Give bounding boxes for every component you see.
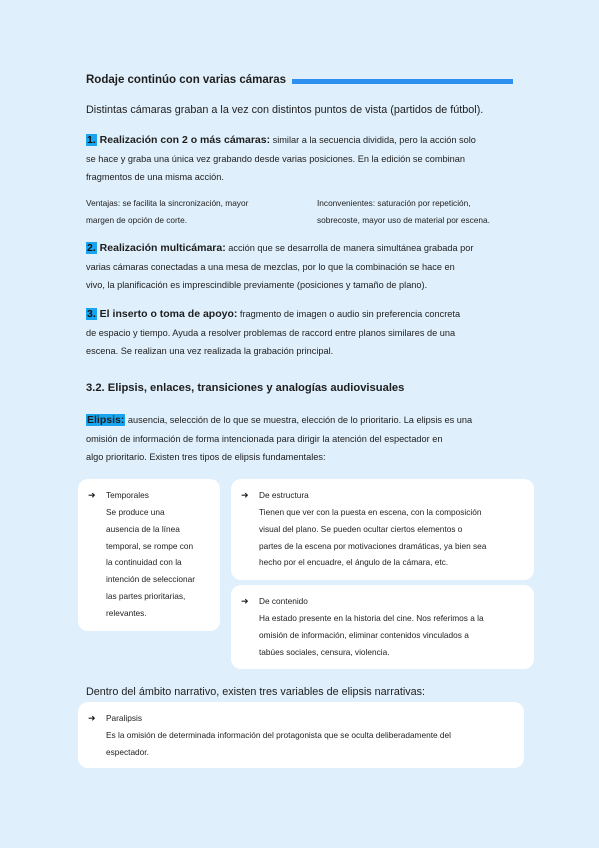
- item-2-number: 2.: [87, 242, 96, 254]
- card-line: partes de la escena por motivaciones dramáticas, ya bien sea: [259, 540, 487, 551]
- item-3-paragraph: [86, 305, 513, 361]
- card-line: Ha estado presente en la historia del cine. Nos referimos a la: [259, 613, 484, 623]
- card-line: tabúes sociales, censura, violencia.: [259, 646, 390, 657]
- card-line: intención de seleccionar: [106, 574, 196, 585]
- item-3-line2: de espacio y tiempo. Ayuda a resolver problemas de raccord entre planos similares de una: [86, 327, 456, 338]
- item-1-line2: se hace y graba una única vez grabando desde varias posiciones. En la edición se combinan: [86, 153, 465, 164]
- card-paralipsis-body: [106, 727, 451, 761]
- section-heading: Rodaje continúo con varias cámaras: [86, 74, 287, 86]
- item-1-title: Realización con 2 o más cámaras:: [96, 134, 271, 146]
- section-2-heading: 3.2. Elipsis, enlaces, transiciones y analogías audiovisuales: [86, 382, 405, 394]
- card-temporales: [78, 479, 220, 631]
- card-paralipsis-title: Paralipsis: [106, 713, 142, 723]
- arrow-icon: ➜: [241, 596, 249, 606]
- card-line: omisión de información, eliminar contenidos vinculados a: [259, 629, 469, 640]
- card-contenido-title: De contenido: [259, 596, 308, 606]
- elipsis-line3: algo prioritario. Existen tres tipos de elipsis fundamentales:: [86, 452, 326, 463]
- item-2-line1: acción que se desarrolla de manera simultánea grabada por: [225, 243, 474, 253]
- card-line: temporal, se rompe con: [106, 540, 194, 551]
- card-line: Se produce una: [106, 507, 165, 517]
- card-line: visual del plano. Se pueden ocultar ciertos elementos o: [259, 523, 463, 534]
- cons-line2: sobrecoste, mayor uso de material por escena.: [317, 214, 490, 225]
- item-1-line1: similar a la secuencia dividida, pero la acción solo: [270, 135, 476, 145]
- item-1-paragraph: [86, 131, 513, 187]
- arrow-icon: ➜: [241, 490, 249, 500]
- card-line: espectador.: [106, 746, 149, 757]
- heading-accent-bar: [292, 79, 513, 84]
- cons-text: [317, 195, 490, 228]
- card-line: hecho por el encuadre, el ángulo de la cámara, etc.: [259, 557, 449, 568]
- card-contenido: [231, 585, 534, 669]
- card-estructura-title: De estructura: [259, 490, 309, 500]
- item-3-title: El inserto o toma de apoyo:: [96, 308, 238, 320]
- card-line: Es la omisión de determinada información del protagonista que se oculta deliberadamente del: [106, 730, 451, 740]
- cons-line1: Inconvenientes: saturación por repetición,: [317, 198, 471, 208]
- card-estructura: [231, 479, 534, 580]
- arrow-icon: ➜: [88, 490, 96, 500]
- item-3-line1: fragmento de imagen o audio sin preferencia concreta: [237, 309, 461, 319]
- item-2-line2: varias cámaras conectadas a una mesa de mezclas, por lo que la combinación se hace en: [86, 261, 455, 272]
- card-line: la continuidad con la: [106, 557, 182, 568]
- item-2-title: Realización multicámara:: [96, 242, 226, 254]
- elipsis-paragraph: [86, 411, 513, 467]
- item-1-line3: fragmentos de una misma acción.: [86, 172, 224, 183]
- card-estructura-body: [259, 504, 486, 571]
- arrow-icon: ➜: [88, 713, 96, 723]
- card-line: Tienen que ver con la puesta en escena, con la composición: [259, 507, 482, 517]
- card-line: ausencia de la línea: [106, 523, 180, 534]
- pros-text: [86, 195, 248, 228]
- item-2-line3: vivo, la planificación es imprescindible previamente (posiciones y tamaño de plano).: [86, 280, 428, 291]
- elipsis-line1: ausencia, selección de lo que se muestra, elección de lo prioritario. La elipsis es una: [125, 415, 473, 425]
- narrative-intro: Dentro del ámbito narrativo, existen tres variables de elipsis narrativas:: [86, 686, 426, 698]
- card-line: relevantes.: [106, 607, 147, 618]
- pros-line1: Ventajas: se facilita la sincronización, mayor: [86, 198, 249, 208]
- item-1-number: 1.: [87, 134, 96, 146]
- pros-line2: margen de opción de corte.: [86, 214, 188, 225]
- card-line: las partes prioritarias,: [106, 590, 186, 601]
- card-contenido-body: [259, 610, 484, 660]
- elipsis-line2: omisión de información de forma intencionada para dirigir la atención del espectador en: [86, 433, 443, 444]
- card-temporales-body: [106, 504, 195, 622]
- item-3-number: 3.: [87, 308, 96, 320]
- card-paralipsis: [78, 702, 524, 768]
- elipsis-term: Elipsis:: [87, 414, 125, 426]
- intro-paragraph: Distintas cámaras graban a la vez con distintos puntos de vista (partidos de fútbol).: [86, 104, 484, 116]
- card-temporales-title: Temporales: [106, 490, 149, 500]
- item-2-paragraph: [86, 239, 513, 295]
- item-3-line3: escena. Se realizan una vez realizada la grabación principal.: [86, 346, 334, 357]
